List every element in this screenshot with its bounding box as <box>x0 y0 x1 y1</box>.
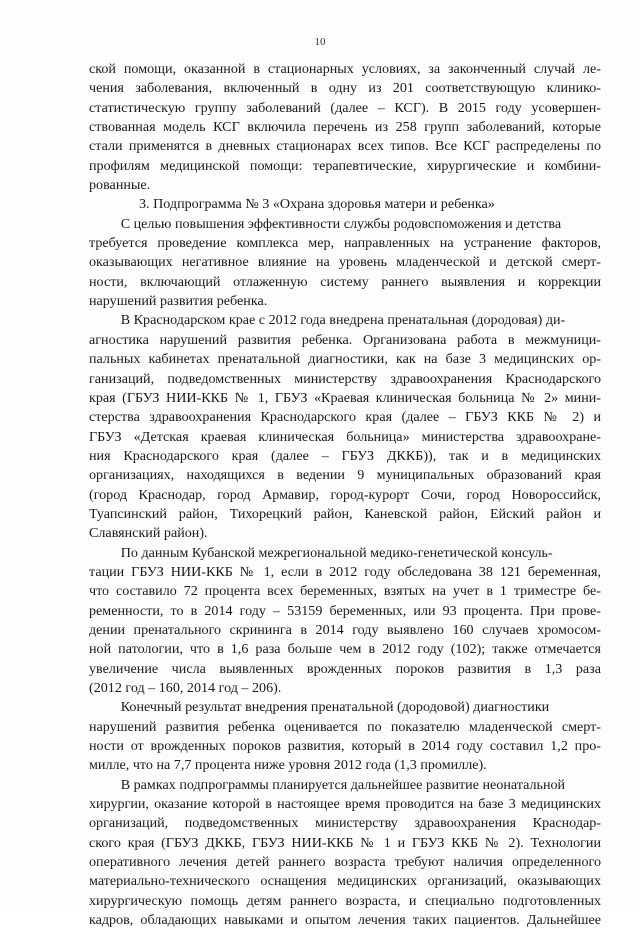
text-line: ности, включающий отлаженную систему раннего выявления и коррекции <box>89 273 601 290</box>
text-line: оперативного лечения детей раннего возраста требуют наличия определенного <box>89 854 601 871</box>
paragraph <box>89 215 601 312</box>
text-line: ГБУЗ «Детская краевая клиническая больница» министерства здравоохране- <box>89 428 601 445</box>
text-line: ния Краснодарского края (далее – ГБУЗ ДККБ)), так и в медицинских <box>89 447 601 464</box>
text-line: стали применятся в дневных стационарах всех типов. Все КСГ распределены по <box>89 138 601 155</box>
text-line: требуется проведение комплекса мер, направленных на устранение факторов, <box>89 235 601 252</box>
text-line: агностика нарушений развития ребенка. Организована работа в межмуници- <box>89 331 601 348</box>
text-line: Славянский район). <box>89 525 208 542</box>
text-line: хирургическую помощь детям раннего возраста, и специально подготовленных <box>89 892 601 909</box>
text-line: тации ГБУЗ НИИ-ККБ № 1, если в 2012 году обследована 38 121 беременная, <box>89 563 601 580</box>
paragraph <box>89 776 601 930</box>
text-line: милле, что на 7,7 процента ниже уровня 2012 года (1,3 промилле). <box>89 757 487 774</box>
text-line: нарушений развития ребенка оценивается по показателю младенческой смерт- <box>89 718 601 735</box>
text-line: С целью повышения эффективности службы родовспоможения и детства <box>89 215 562 232</box>
document-body <box>89 60 601 930</box>
text-line: (2012 год – 160, 2014 год – 206). <box>89 680 282 696</box>
text-line: профилям медицинской помощи: терапевтические, хирургические и комбини- <box>89 157 601 174</box>
text-line: ского края (ГБУЗ ДККБ, ГБУЗ НИИ-ККБ № 1 и ГБУЗ ККБ № 2). Технологии <box>89 834 601 851</box>
text-line: По данным Кубанской межрегиональной медико-генетической консуль- <box>89 544 553 561</box>
text-line: ганизаций, подведомственных министерству здравоохранения Краснодарского <box>89 370 601 387</box>
text-line: статистическую группу заболеваний (далее – КСГ). В 2015 году усовершен- <box>89 99 601 116</box>
text-line: дении пренатального скрининга в 2014 году выявлено 160 случаев хромосом- <box>89 621 601 638</box>
text-line: ременности, то в 2014 году – 53159 беременных, или 93 процента. При прове- <box>89 602 601 619</box>
text-line: Туапсинский район, Тихорецкий район, Каневской район, Ейский район и <box>89 505 601 522</box>
text-line: организаций, подведомственных министерству здравоохранения Краснодар- <box>89 815 601 832</box>
text-line: организациях, находящихся в ведении 9 муниципальных образований края <box>89 467 601 484</box>
text-line: ской помощи, оказанной в стационарных условиях, за законченный случай ле- <box>89 61 601 77</box>
text-line: рованные. <box>89 177 151 194</box>
text-line: что составило 72 процента всех беременных, взятых на учет в 1 триместре бе- <box>89 583 601 600</box>
text-line: стерства здравоохранения Краснодарского края (далее – ГБУЗ ККБ № 2) и <box>89 409 601 426</box>
text-line: (город Краснодар, город Армавир, город-курорт Сочи, город Новороссийск, <box>89 486 601 503</box>
text-line: нарушений развития ребенка. <box>89 293 268 310</box>
section-heading <box>89 195 601 214</box>
text-line: увеличение числа выявленных врожденных пороков развития в 1,3 раза <box>89 660 601 677</box>
text-line: хирургии, оказание которой в настоящее время проводится на базе 3 медицинских <box>89 796 601 813</box>
text-line: В рамках подпрограммы планируется дальнейшее развитие неонатальной <box>89 776 566 793</box>
paragraph <box>89 544 601 699</box>
text-line: пальных кабинетах пренатальной диагностики, как на базе 3 медицинских ор- <box>89 351 601 368</box>
text-line: ной патологии, что в 1,6 раза больше чем в 2012 году (102); также отмечается <box>89 641 601 658</box>
text-line: оказывающих негативное влияние на уровень младенческой и детской смерт- <box>89 254 601 271</box>
paragraph <box>89 311 601 543</box>
text-line: В Краснодарском крае с 2012 года внедрена пренатальная (дородовая) ди- <box>89 312 566 329</box>
text-line: Конечный результат внедрения пренатальной (дородовой) диагностики <box>89 699 550 716</box>
text-line: края (ГБУЗ НИИ-ККБ № 1, ГБУЗ «Краевая клиническая больница № 2» мини- <box>89 389 601 406</box>
paragraph <box>89 698 601 775</box>
text-line: кадров, обладающих навыками и опытом лечения таких пациентов. Дальнейшее <box>89 912 601 929</box>
text-line: чения заболевания, включенный в одну из 201 соответствующую клинико- <box>89 80 601 97</box>
text-line: 3. Подпрограмма № 3 «Охрана здоровья матери и ребенка» <box>139 196 495 213</box>
page-number: 10 <box>314 36 326 48</box>
text-line: ности от врожденных пороков развития, который в 2014 году составил 1,2 про- <box>89 738 601 755</box>
paragraph <box>89 60 601 195</box>
text-line: материально-технического оснащения медицинских организаций, оказывающих <box>89 873 601 890</box>
text-line: ствованная модель КСГ включила перечень из 258 групп заболеваний, которые <box>89 119 601 136</box>
